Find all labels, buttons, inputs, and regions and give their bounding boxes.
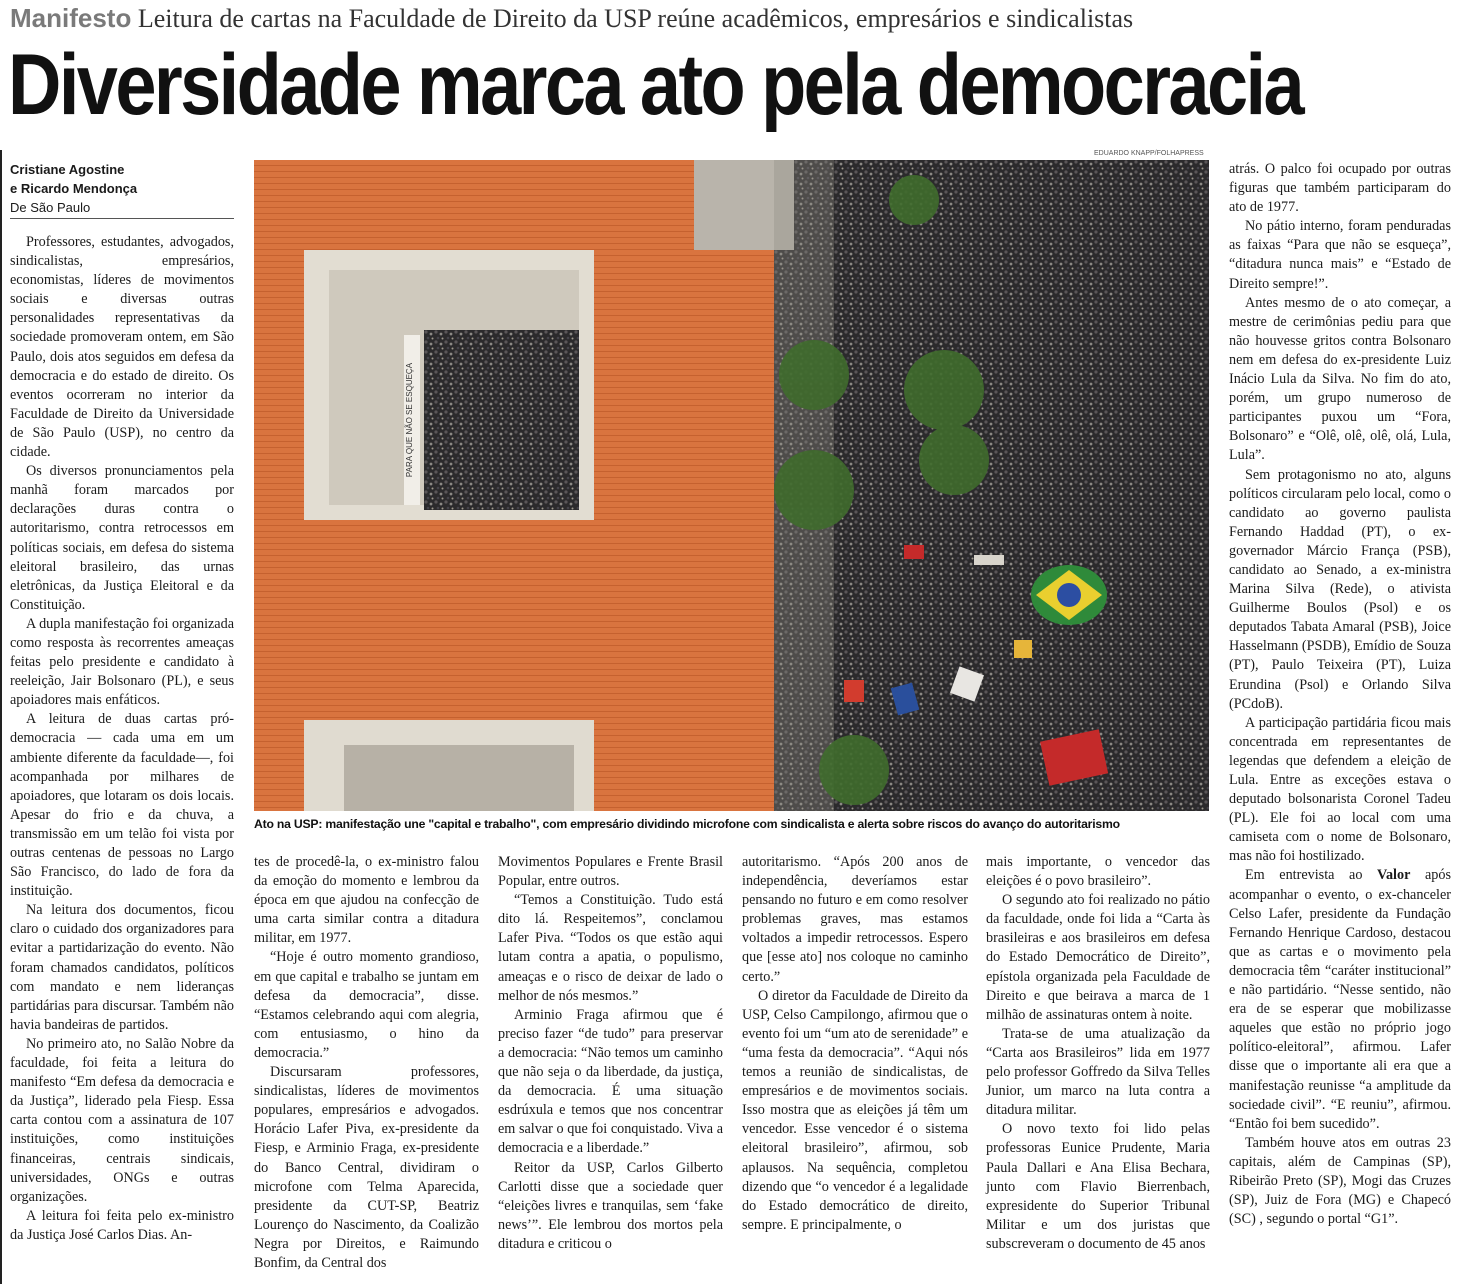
paragraph: Movimentos Populares e Frente Brasil Popular, entre outros. [498,854,723,890]
paragraph: Reitor da USP, Carlos Gilberto Carlotti disse que a sociedade quer “eleições livres e tranquilas, sem ‘fake news’”. Ele lembrou dos mortos pela ditadura e criticou o [498,1159,723,1252]
paragraph: A leitura foi feita pelo ex-ministro da Justiça José Carlos Dias. An- [10,1207,234,1243]
section-tag: Manifesto [10,3,132,33]
article-column-5 [986,853,1210,1254]
paragraph: Discursaram professores, sindicalistas, líderes de movimentos populares, empresários e advogados. Horácio Lafer Piva, ex-presidente da Fiesp, e Arminio Fraga, ex-presidente do Banco Central, dividiram o microfone com Telma Aparecida, presidente da CUT-SP, Beatriz Lourenço do Nascimento, da Coalizão Negra por Direitos, e Raimundo Bonfim, da Central dos [254,1064,479,1271]
article-column-4 [742,853,968,1235]
headline: Diversidade marca ato pela democracia [8,37,1303,133]
paragraph: Arminio Fraga afirmou que é preciso fazer “de tudo” para preservar a democracia: “Não temos um caminho que não seja o da liberdade, da justiça, da democracia. É uma situação esdrúxula e temos que nos concentrar em salvar o que foi conquistado. Viva a democracia e a liberdade.” [498,1006,723,1157]
photo-credit: EDUARDO KNAPP/FOLHAPRESS [1094,150,1204,157]
article-column-6 [1229,160,1451,1229]
article-column-3 [498,853,723,1254]
paragraph: Na leitura dos documentos, ficou claro o cuidado dos organizadores para evitar a partidarização do evento. Não foram chamados candidatos, políticos com mandato e nem lideranças partidárias para discursar. Também não havia bandeiras de partidos. [10,902,234,1033]
paragraph: O novo texto foi lido pelas professoras Eunice Prudente, Maria Paula Dallari e Ana Elisa Bechara, junto com Flavio Bierrenbach, expresidente do Superior Tribunal Militar e um dos juristas que subscreveram o documento de 45 anos [986,1121,1210,1252]
paragraph: atrás. O palco foi ocupado por outras figuras que também participaram do ato de 1977. [1229,161,1451,216]
paragraph: tes de procedê-la, o ex-ministro falou da emoção do momento e lembrou da época em que ajudou na confecção de uma carta similar contra a ditadura militar, em 1977. [254,854,479,947]
publication-name: Valor [1377,867,1411,884]
byline [10,160,235,217]
text-run: após acompanhar o evento, o ex-chanceler Celso Lafer, presidente da Fundação Fernando Henrique Cardoso, destacou que as cartas e o movimento pela democracia têm “caráter institucional” e não partidário. “Nesse sentido, não era de se esperar que mobilizasse aqueles que estão no próprio jogo político-eleitoral”, afirmou. Lafer disse que o importante ali era que a manifestação reunisse “a amplitude da sociedade civil”. “E reuniu”, afirmou. “Então foi bem sucedido”. [1229,867,1451,1132]
subheadline: Leitura de cartas na Faculdade de Direito da USP reúne acadêmicos, empresários e sindicalistas [137,4,1134,33]
dateline: De São Paulo [10,200,91,215]
paragraph: A leitura de duas cartas pró-democracia — cada uma em um ambiente diferente da faculdade—, foi acompanhada por milhares de apoiadores, que lotaram os dois locais. Apesar do frio e da chuva, a transmissão em um telão foi vista por outras centenas de pessoas no Largo São Francisco, do lado de fora da instituição. [10,711,234,900]
paragraph: Trata-se de uma atualização da “Carta aos Brasileiros” lida em 1977 pelo professor Goffredo da Silva Telles Junior, um marco na luta contra a ditadura militar. [986,1025,1210,1119]
banner-text: PARA QUE NÃO SE ESQUEÇA [405,362,414,478]
aerial-photo [254,160,1209,811]
left-page-border [0,150,2,1284]
article-column-2 [254,853,479,1273]
paragraph: Os diversos pronunciamentos pela manhã foram marcados por declarações duras contra o autoritarismo, contra retrocessos em políticas sociais, em defesa do sistema eleitoral brasileiro, das urnas eletrônicas, da Justiça Eleitoral e da Constituição. [10,463,234,613]
author-line-1: Cristiane Agostine [10,162,125,177]
paragraph [1229,866,1451,1133]
paragraph: A participação partidária ficou mais concentrada em representantes de legendas que defendem a eleição de Lula. Entre as exceções estava o deputado bolsonarista Coronel Tadeu (PL). Ele foi ao local com uma camiseta com o nome de Bolsonaro, mas não foi hostilizado. [1229,714,1451,865]
text-run: Em entrevista ao [1245,867,1378,884]
paragraph: autoritarismo. “Após 200 anos de independência, deveríamos estar pensando no futuro e em como resolver problemas graves, mas estamos voltados a impedir retrocessos. Espero que [esse ato] nos coloque no caminho certo.” [742,854,968,985]
paragraph: “Hoje é outro momento grandioso, em que capital e trabalho se juntam em defesa da democracia”, disse. “Estamos celebrando aqui com alegria, com entusiasmo, o hino da democracia.” [254,949,479,1061]
author-line-2: e Ricardo Mendonça [10,181,138,196]
paragraph: A dupla manifestação foi organizada como resposta às recorrentes ameaças feitas pelo presidente e candidato à reeleição, Jair Bolsonaro (PL), e seus apoiadores mais enfáticos. [10,615,234,709]
paragraph: Sem protagonismo no ato, alguns políticos circularam pelo local, como o candidato ao governo paulista Fernando Haddad (PT), o ex-governador Márcio França (PSB), candidato ao Senado, a ex-ministra Marina Silva (Rede), o ativista Guilherme Boulos (Psol) e os deputados Tabata Amaral (PSB), Joice Hasselmann (PSDB), Emídio de Souza (PT), Paulo Teixeira (PT), Luiza Erundina (Psol) e Orlando Silva (PCdoB). [1229,466,1451,712]
paragraph: Antes mesmo de o ato começar, a mestre de cerimônias pediu para que não houvesse gritos contra Bolsonaro nem em defesa do ex-presidente Luiz Inácio Lula da Silva. No fim do ato, porém, um grupo numeroso de participantes puxou um “Fora, Bolsonaro” e “Olê, olê, olê, olá, Lula, Lula”. [1229,294,1451,464]
paragraph: O diretor da Faculdade de Direito da USP, Celso Campilongo, afirmou que o evento foi um “um ato de serenidade” e “uma festa da democracia”. “Aqui nós temos a reunião de sindicalistas, de empresários e de movimentos sociais. Isso mostra que as eleições já têm um vencedor. Esse vencedor é o sistema eleitoral brasileiro”, afirmou, sob aplausos. Na sequência, completou dizendo que “o vencedor é a legalidade do Estado democrático de direito, sempre. E principalmente, o [742,987,968,1233]
paragraph: No pátio interno, foram penduradas as faixas “Para que não se esqueça”, “ditadura nunca mais” e “Estado de Direito sempre!”. [1229,218,1451,292]
article-column-1 [10,233,234,1245]
paragraph: Também houve atos em outras 23 capitais, além de Campinas (SP), Ribeirão Preto (SP), Mogi das Cruzes (SP), Juiz de Fora (MG) e Chapecó (SC) , segundo o portal “G1”. [1229,1134,1451,1228]
photo-caption: Ato na USP: manifestação une "capital e trabalho", com empresário dividindo microfone com sindicalista e alerta sobre riscos do avanço do autoritarismo [254,817,1120,831]
paragraph: O segundo ato foi realizado no pátio da faculdade, onde foi lida a “Carta às brasileiras e aos brasileiros em defesa do Estado Democrático de Direito”, epístola organizada pela Faculdade de Direito e que beirava a marca de 1 milhão de assinaturas ontem à noite. [986,892,1210,1023]
paragraph: “Temos a Constituição. Tudo está dito lá. Respeitemos”, conclamou Lafer Piva. “Todos os que estão aqui lutam contra a apatia, o populismo, ameaças e o risco de deixar de lado o melhor de nós mesmos.” [498,892,723,1004]
byline-rule [10,218,234,219]
paragraph: No primeiro ato, no Salão Nobre da faculdade, foi feita a leitura do manifesto “Em defesa da democracia e da Justiça”, liderado pela Fiesp. Essa carta contou com a assinatura de 107 instituições, como instituições financeiras, centrais sindicais, universidades, ONGs e outras organizações. [10,1035,234,1205]
paragraph: mais importante, o vencedor das eleições é o povo brasileiro”. [986,854,1210,890]
paragraph: Professores, estudantes, advogados, sindicalistas, empresários, economistas, líderes de movimentos sociais e diversas outras personalidades representativas da sociedade promoveram ontem, em São Paulo, dois atos seguidos em defesa da democracia e do estado de direito. Os eventos ocorreram no interior da Faculdade de Direito da Universidade de São Paulo (USP), no centro da cidade. [10,234,234,461]
